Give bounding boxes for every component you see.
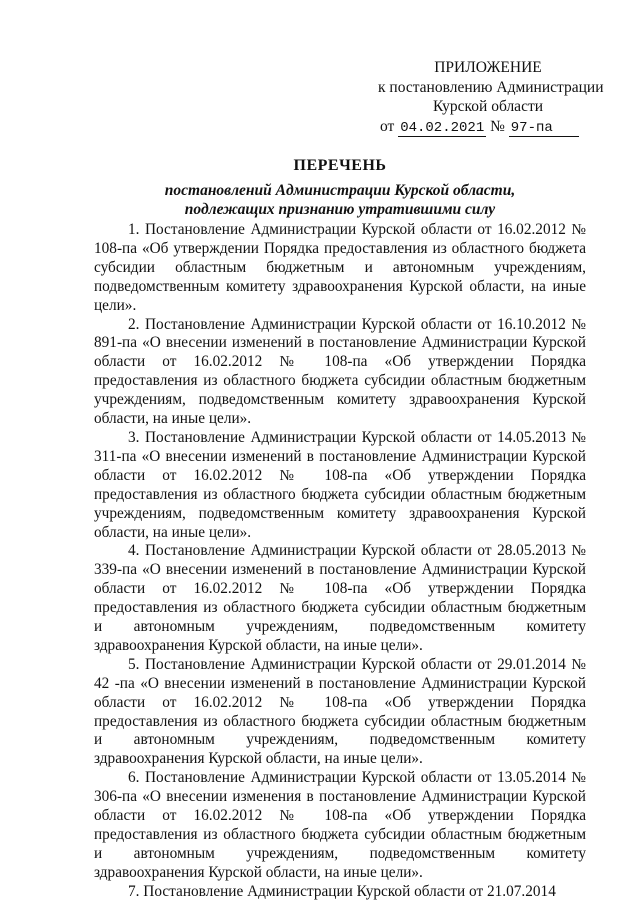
number-prefix: № [490, 117, 505, 135]
document-title [60, 156, 620, 219]
appendix-header [378, 58, 604, 137]
list-item: 2. Постановление Администрации Курской области от 16.10.2012 № 891-па «О внесении изменений в постановление Администрации Курской области от 16.02.2012 № 108-па «Об утверждении Порядка предоставления из областного бюджета субсидии областным бюджетным учреждениям, подведомственным комитету здравоохранения Курской области, на иные цели». [94, 315, 586, 428]
list-item: 1. Постановление Администрации Курской области от 16.02.2012 № 108-па «Об утверждении Порядка предоставления из областного бюджета субсидии областным бюджетным и автономным учреждениям, подведомственным комитету здравоохранения Курской области, на иные цели». [94, 221, 586, 314]
list-item: 4. Постановление Администрации Курской области от 28.05.2013 № 339-па «О внесении изменений в постановление Администрации Курской области от 16.02.2012 № 108-па «Об утверждении Порядка предоставления из областного бюджета субсидии областным бюджетным и автономным учреждениям, подведомственным комитету здравоохранения Курской области, на иные цели». [94, 542, 586, 654]
date-prefix: от [380, 117, 395, 135]
resolution-date: 04.02.2021 [400, 119, 485, 136]
list-item: 3. Постановление Администрации Курской области от 14.05.2013 № 311-па «О внесении изменений в постановление Администрации Курской области от 16.02.2012 № 108-па «Об утверждении Порядка предоставления из областного бюджета субсидии областным бюджетным учреждениям, подведомственным комитету здравоохранения Курской области, на иные цели». [94, 428, 586, 541]
title-subtitle-line-1: постановлений Администрации Курской области, [164, 182, 516, 199]
appendix-label: ПРИЛОЖЕНИЕ [434, 59, 542, 76]
title-subtitle [60, 181, 620, 219]
list-item: 5. Постановление Администрации Курской области от 29.01.2014 № 42 -па «О внесении изменений в постановление Администрации Курской области от 16.02.2012 № 108-па «Об утверждении Порядка предоставления из областного бюджета субсидии областным бюджетным и автономным учреждениям, подведомственным комитету здравоохранения Курской области, на иные цели». [94, 655, 586, 768]
appendix-line-1: к постановлению Администрации [378, 78, 604, 96]
list-item: 7. Постановление Администрации Курской области от 21.07.2014 [128, 882, 556, 900]
title-main: ПЕРЕЧЕНЬ [293, 157, 387, 174]
appendix-line-2: Курской области [432, 98, 544, 115]
resolution-number: 97-па [509, 121, 579, 137]
appendix-date-line [380, 117, 598, 137]
resolution-list [94, 221, 586, 902]
title-subtitle-line-2: подлежащих признанию утратившими силу [184, 201, 496, 218]
list-item: 6. Постановление Администрации Курской области от 13.05.2014 № 306-па «О внесении изменения в постановление Администрации Курской области от 16.02.2012 № 108-па «Об утверждении Порядка предоставления из областного бюджета субсидии областным бюджетным и автономным учреждениям, подведомственным комитету здравоохранения Курской области, на иные цели». [94, 769, 586, 881]
